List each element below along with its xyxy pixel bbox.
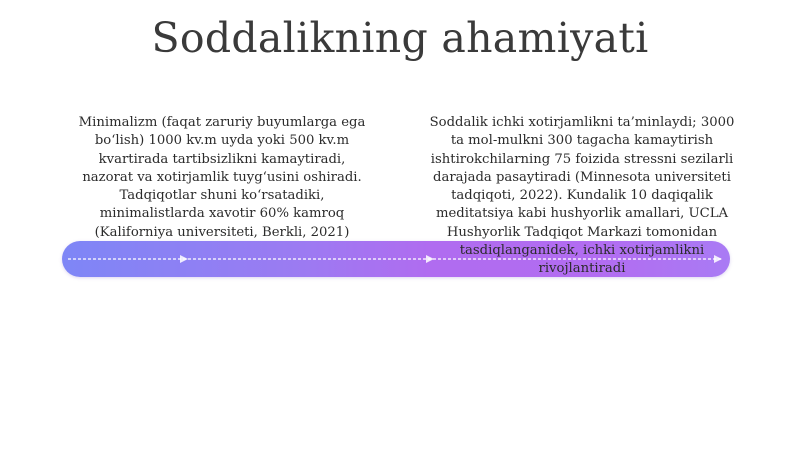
slide-title: Soddalikning ahamiyati (151, 14, 649, 62)
timeline-point-text-1: Minimalizm (faqat zaruriy buyumlarga ega bo‘lish) 1000 kv.m uyda yoki 500 kv.m kvartirada tartibsizlikni kamaytiradi, nazorat va xotirjamlik tuyg‘usini oshiradi. Tadqiqotlar shuni ko‘rsatadiki, minimalistlarda xavotir 60% kamroq (Kaliforniya universiteti, Berkli, 2021) (78, 115, 366, 240)
timeline-point-text-2: Soddalik ichki xotirjamlikni ta’minlaydi; 3000 ta mol-mulkni 300 tagacha kamaytirish ishtirokchilarning 75 foizida stressni sezilarli darajada pasaytiradi (Minnesota universiteti tadqiqoti, 2022). Kundalik 10 daqiqalik meditatsiya kabi hushyorlik amallari, UCLA Hushyorlik Tadqiqot Markazi tomonidan tasdiqlanganidek, ichki xotirjamlikni rivojlantiradi (429, 115, 735, 277)
